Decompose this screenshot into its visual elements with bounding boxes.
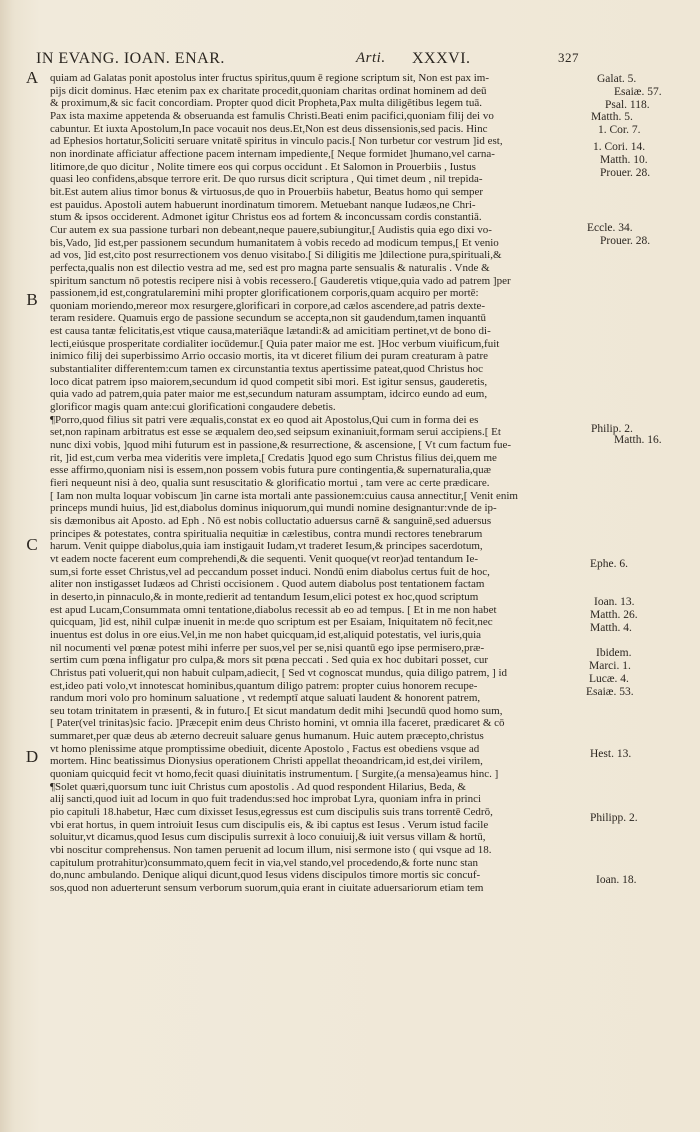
margin-note: Lucæ. 4.: [589, 673, 629, 685]
section-letter-a: A: [25, 68, 39, 87]
text-line: vt eadem nocte facerent eum comprehendi,& die sequenti. Venit quoque(vt reor)ad tentandum Ie-: [50, 552, 479, 565]
text-line: soluitur,vt dicamus,quod Iesus cum discipulis surrexit à loco conuiuij,& iuit versus villam & hortū,: [50, 831, 486, 844]
text-line: sum,si forte esset Christus,vel ad peccandum posset induci. Nondū enim diabolus certus fuit de hoc,: [50, 565, 490, 578]
text-line: set,non rapinam arbitratus est esse se æqualem deo,sed seipsum exinaniuit,formam serui accipiens.[ Et: [50, 426, 501, 439]
text-line: vt homo plenissime atque promptissime obediuit, dicente Apostolo , Factus est obediens vsque ad: [50, 742, 480, 755]
text-line: non inordinate afficiatur affectione pacem internam impediente,[ Neque formidet ]humano,vel carna-: [50, 147, 495, 160]
margin-note: Philip. 2.: [591, 423, 633, 435]
header-article-number: XXXVI.: [412, 50, 471, 67]
text-line: esse affirmo,quoniam nisi is essem,non possem vobis futura pure contingentia,& supernaturalia,quæ: [50, 464, 491, 477]
margin-note: Esaiæ. 53.: [586, 686, 634, 698]
margin-note: Psal. 118.: [605, 99, 650, 111]
margin-note: Eccle. 34.: [587, 222, 633, 234]
header-article-label: Arti.: [356, 50, 386, 66]
text-line: sos,quod non aduerterunt sensum verborum suorum,quia erant in ciuitate aduersariorum etiam tem: [50, 882, 484, 894]
text-line: litimore,de quo dicitur , Nolite timere eos qui corpus occidunt . Et Salomon in Prouerbiis , Iustus: [50, 160, 476, 173]
text-line: est apud Lucam,Consummata omni tentatione,diabolus recessit ab eo ad tempus. [ Et in me non habet: [50, 603, 497, 616]
section-letter-c: C: [26, 535, 38, 554]
text-line: quicquam, ]id est, nihil culpæ inuenit in me:de quo scriptum est per Esaiam, Iniquitatem nō fecit,nec: [50, 616, 493, 629]
text-line: Pax ista maxime appetenda & obseruanda est famulis Christi.Beati enim pacifici,quoniam filij dei vo: [50, 109, 494, 122]
text-line: mortem. Hinc beatissimus Dionysius operationem Christi appellat theoandricam,id est,dei virilem,: [50, 755, 483, 768]
page-number: 327: [558, 50, 579, 65]
margin-note: Philipp. 2.: [590, 812, 638, 824]
text-line: quia vado ad patrem,quia pater maior me est,secundum naturam assumptam, idcirco eundo ad eum,: [50, 388, 488, 401]
margin-note: Ioan. 18.: [596, 874, 637, 886]
text-line: loco dicat patrem ipso maiorem,secundum id quod competit sibi mori. Est igitur sensus, gauderetis,: [50, 375, 488, 388]
margin-note: Prouer. 28.: [600, 235, 651, 247]
text-line: ¶Porro,quod filius sit patri vere æqualis,constat ex eo quod ait Apostolus,Qui cum in forma dei es: [50, 413, 479, 426]
text-line: substantialiter differentem:cum tamen ex circunstantia textus apertissime pateat,quod Christus hoc: [50, 363, 483, 376]
text-line: vbi noscitur comprehensus. Non tamen peruenit ad locum illum, nisi sermone isto ( qui vsque ad 18.: [50, 844, 492, 857]
text-line: do,nunc ambulando. Denique aliqui dicunt,quod Iesus videns discipulos timore mortis sic concuf-: [50, 869, 481, 882]
margin-note: Matth. 16.: [614, 434, 662, 446]
text-line: glorificor magis quam ante:cui glorificationi congaudere debetis.: [50, 401, 336, 414]
margin-note: Matth. 10.: [600, 154, 648, 166]
text-line: in deserto,in pinnaculo,& in monte,redierit ad tentandum Iesum,elici potest ex hoc,quod scriptum: [50, 590, 479, 603]
header-title: IN EVANG. IOAN. ENAR.: [36, 50, 225, 67]
text-line: pijs dicit dominus. Hæc etenim pax ex charitate procedit,quoniam charitas ordinat hominem ad deū: [50, 84, 487, 97]
margin-note: Ioan. 13.: [594, 596, 635, 608]
margin-note: 1. Cori. 14.: [593, 141, 646, 153]
margin-note: Matth. 4.: [590, 622, 632, 634]
margin-note: Ibidem.: [596, 647, 632, 659]
text-line: randum mori volo pro hominum saluatione , vt redemptī atque saluati laudent & honorent patrem,: [50, 692, 481, 705]
text-line: bit.Est autem alius timor bonus & virtuosus,de quo in Prouerbiis habetur, Beatus homo qui semper: [50, 185, 484, 198]
text-line: teram residere. Quamuis ergo de passione secundum se accepta,non sit gaudendum,tamen inquantū: [50, 312, 486, 325]
text-line: spiritum sanctum nō potestis recipere nisi à vobis recessero.[ Gauderetis vtique,quia vado ad patrem ]per: [50, 274, 511, 287]
text-line: harum. Venit quippe diabolus,quia iam instigauit Iudam,vt traderet Iesum,& principes sacerdotum,: [50, 540, 483, 553]
text-line: sis dæmonibus ait Aposto. ad Eph . Nō est nobis colluctatio aduersus carnē & sanguinē,sed aduersus: [50, 514, 492, 527]
text-line: inimico filij dei superbissimo Arrio occasio mortis, ita vt diceret filium dei puram creaturam à patre: [50, 350, 489, 363]
text-line: ad vos, ]id est,cito post resurrectionem vos denuo visitabo.[ Si diligitis me ]dilectione pura,spirituali,&: [50, 249, 502, 262]
text-line: rit, ]id est,cum verba mea videritis vere impleta,[ Credatis ]quod ego sum Christus filius dei,quem me: [50, 451, 497, 464]
text-line: [ Iam non multa loquar vobiscum ]in carne ista mortali ante passionem:cuius causa annectitur,[ Venit enim: [50, 489, 518, 502]
margin-note: Prouer. 28.: [600, 167, 651, 179]
text-line: summaret,per quæ deus ab æterno decreuit saluare genus humanum. Huic autem præcepto,christus: [50, 730, 484, 743]
text-line: ¶Solet quæri,quorsum tunc iuit Christus cum apostolis . Ad quod respondent Hilarius, Beda, &: [50, 780, 466, 793]
text-line: Christus pati voluerit,qui non habuit culpam,adiecit, [ Sed vt cognoscat mundus, quia diligo patrem, ] id: [50, 666, 508, 679]
text-line: stum & ipsos occiderent. Admonet igitur Christus eos ad fortem & inconcussam cordis constantiā.: [50, 211, 482, 224]
text-line: inuentus est dolus in ore eius.Vel,in me non habet quicquam,id est,aliquid potestatis, vel iuris,quia: [50, 628, 482, 641]
margin-note: Matth. 26.: [590, 609, 638, 621]
running-header: [36, 50, 586, 72]
text-line: est causa tantæ felicitatis,est vtique causa,materiāque lætandi:& ad amicitiam pertinet,vt de bono di-: [50, 325, 491, 338]
text-line: & proximum,& sic facit concordiam. Propter quod dicit Propheta,Pax multa diligētibus legem tuā.: [50, 97, 482, 110]
text-line: aliter non instigasset Iudæos ad Christi occisionem . Quod autem diabolus post tentationem factam: [50, 578, 485, 591]
text-line: quoniam moriendo,mereor mox resurgere,glorificari in corpore,ad cælos ascendere,ad patris dexte-: [50, 299, 486, 312]
text-line: ad Ephesios hortatur,Soliciti seruare vnitatē spiritus in vinculo pacis.[ Non turbetur cor vestrum ]id est,: [50, 135, 503, 148]
text-line: fieri nequeunt nisi à deo, qualia sunt resuscitatio & glorificatio mortui , tam vere ac certe prædicare.: [50, 477, 490, 489]
margin-note: Marci. 1.: [589, 660, 631, 672]
margin-note: Ephe. 6.: [590, 558, 629, 570]
text-line: pio capituli 18.habetur, Hæc cum dixisset Iesus,egressus est cum discipulis suis trans torrentē Cedrō,: [50, 806, 493, 819]
text-line: seu totam trinitatem in præsenti, & in futuro.[ Et sicut mandatum dedit mihi ]secundū quod homo sum,: [50, 704, 503, 717]
text-line: sertim cum pœna infligatur pro culpa,& mors sit pœna peccati . Sed quia ex hoc dubitari posset, cur: [50, 654, 489, 667]
text-line: perfecta,qualis non est dilectio vestra ad me, sed est pro magna parte sensualis & naturalis . Vnde &: [50, 261, 490, 274]
margin-note: Galat. 5.: [597, 73, 637, 85]
section-letter-d: D: [25, 747, 39, 766]
body-text: [50, 72, 570, 895]
text-line: principes & potestates, contra spiritualia nequitiæ in cælestibus, contra mundi rectores tenebrarum: [50, 527, 483, 540]
text-line: Cur autem ex sua passione turbari non debeant,neque pauere,subiungitur,[ Audistis quia ego dixi vo-: [50, 223, 492, 236]
text-line: est,ideo pati volo,vt innotescat hominibus,quantum diligo patrem: propter cuius honorem recupe-: [50, 679, 478, 692]
text-line: passionem,id est,congratularemini mihi propter glorificationem corporis,quam acquiro per mortē:: [50, 287, 479, 300]
margin-note: Esaiæ. 57.: [614, 86, 662, 98]
text-line: nil nocumenti vel pœnæ potest mihi inferre per suos,vel per se,nisi quantū ego ipse permisero,præ-: [50, 641, 485, 654]
margin-note: Matth. 5.: [591, 111, 633, 123]
text-line: nunc dixi vobis, ]quod mihi futurum est in passione,& resurrectione, & ascensione, [ Vt cum factum fue-: [50, 439, 512, 452]
margin-note: 1. Cor. 7.: [598, 124, 641, 136]
text-line: cabuntur. Et iuxta Apostolum,In pace vocauit nos deus.Et,Non est deus dissensionis,sed pacis. Hinc: [50, 122, 488, 135]
text-line: lecti,eiúsque prosperitate cordialiter iocūdemur.[ Quia pater maior me est. ]Hoc verbum viuificum,fuit: [50, 337, 500, 350]
text-line: princeps mundi huius, ]id est,diabolus dominus iniquorum,qui mundi nomine designantur:vnde de ip-: [50, 502, 497, 515]
section-letter-b: B: [26, 290, 38, 309]
margin-note: Hest. 13.: [590, 748, 632, 760]
text-line: quiam ad Galatas ponit apostolus inter fructus spiritus,quum ē regione scriptum sit, Non est pax im-: [50, 72, 490, 84]
text-line: est pauidus. Apostoli autem habuerunt inordinatum timorem. Metuebant nanque Iudæos,ne Chri-: [50, 198, 476, 211]
text-line: quoniam quicquid fecit vt homo,fecit quasi diuinitatis instrumentum. [ Surgite,(a mensa)eamus hinc. ]: [50, 768, 499, 781]
text-line: vbi erat hortus, in quem introiuit Iesus cum discipulis eis, & ibi captus est Iesus . Verum istud facile: [50, 818, 489, 831]
text-line: [ Pater(vel trinitas)sic facio. ]Præcepit enim deus Christo homini, vt omnia illa faceret, prædicaret & cō: [50, 717, 505, 730]
text-line: alij sancti,quod iuit ad locum in quo fuit tradendus:sed hoc improbat Lyra, quoniam infra in princi: [50, 793, 482, 806]
text-line: capitulum protrahitur)consummato,quem fecit in via,vel stando,vel procedendo,& forte nunc stan: [50, 856, 478, 869]
text-line: quasi leo confidens,absque terrore erit. De quo rursus dicit scriptura , Qui timet deum , nil trepida-: [50, 173, 483, 186]
text-line: bis,Vado, ]id est,per passionem secundum humanitatem à vobis recedo ad modicum tempus,[ Et venio: [50, 236, 499, 249]
